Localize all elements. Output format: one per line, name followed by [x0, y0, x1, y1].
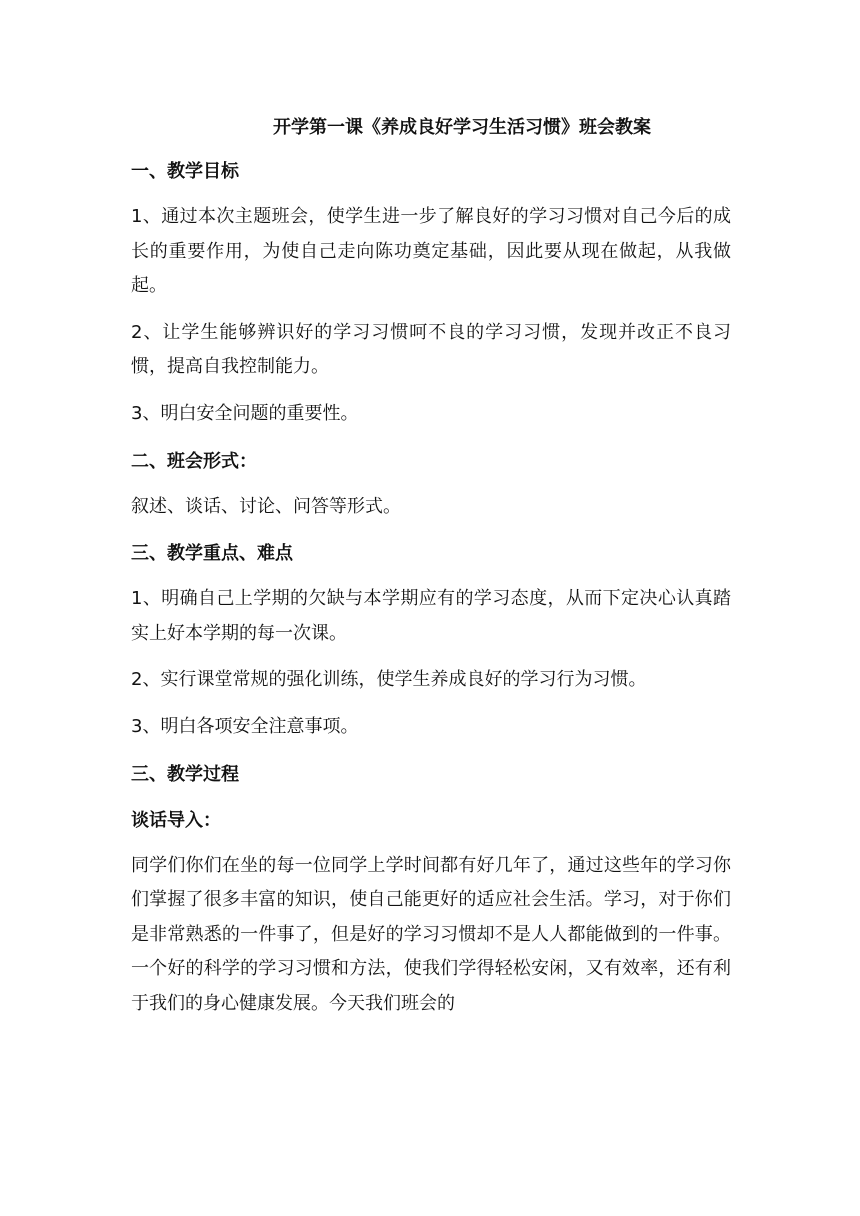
- document-page: [131, 112, 731, 1022]
- section-heading-teaching-process: 三、教学过程: [131, 763, 239, 785]
- section-heading-introduction: 谈话导入：: [131, 809, 221, 831]
- paragraph-introduction: 同学们你们在坐的每一位同学上学时间都有好几年了，通过这些年的学习你们掌握了很多丰富的知识，使自己能更好的适应社会生活。学习，对于你们是非常熟悉的一件事了，但是好的学习习惯却不是人人都能做到的一件事。一个好的科学的学习习惯和方法，使我们学得轻松安闲，又有效率，还有利于我们的身心健康发展。今天我们班会的: [131, 854, 731, 1014]
- section-heading-teaching-goals: 一、教学目标: [131, 161, 239, 182]
- paragraph-goal-2: 2、让学生能够辨识好的学习习惯呵不良的学习习惯，发现并改正不良习惯，提高自我控制能力。: [131, 321, 731, 378]
- section-heading-class-format: 二、班会形式：: [131, 450, 257, 472]
- paragraph-key-point-1: 1、明确自己上学期的欠缺与本学期应有的学习态度，从而下定决心认真踏实上好本学期的每一次课。: [131, 588, 731, 644]
- paragraph-key-point-3: 3、明白各项安全注意事项。: [131, 715, 359, 737]
- section-heading-key-points: 三、教学重点、难点: [131, 543, 293, 565]
- document-title: 开学第一课《养成良好学习生活习惯》班会教案: [273, 117, 651, 138]
- paragraph-goal-3: 3、明白安全问题的重要性。: [131, 402, 359, 424]
- paragraph-class-format: 叙述、谈话、讨论、问答等形式。: [131, 495, 401, 517]
- paragraph-key-point-2: 2、实行课堂常规的强化训练，使学生养成良好的学习行为习惯。: [131, 669, 647, 691]
- paragraph-goal-1: 1、通过本次主题班会，使学生进一步了解良好的学习习惯对自己今后的成长的重要作用，为使自己走向陈功奠定基础，因此要从现在做起，从我做起。: [131, 206, 731, 297]
